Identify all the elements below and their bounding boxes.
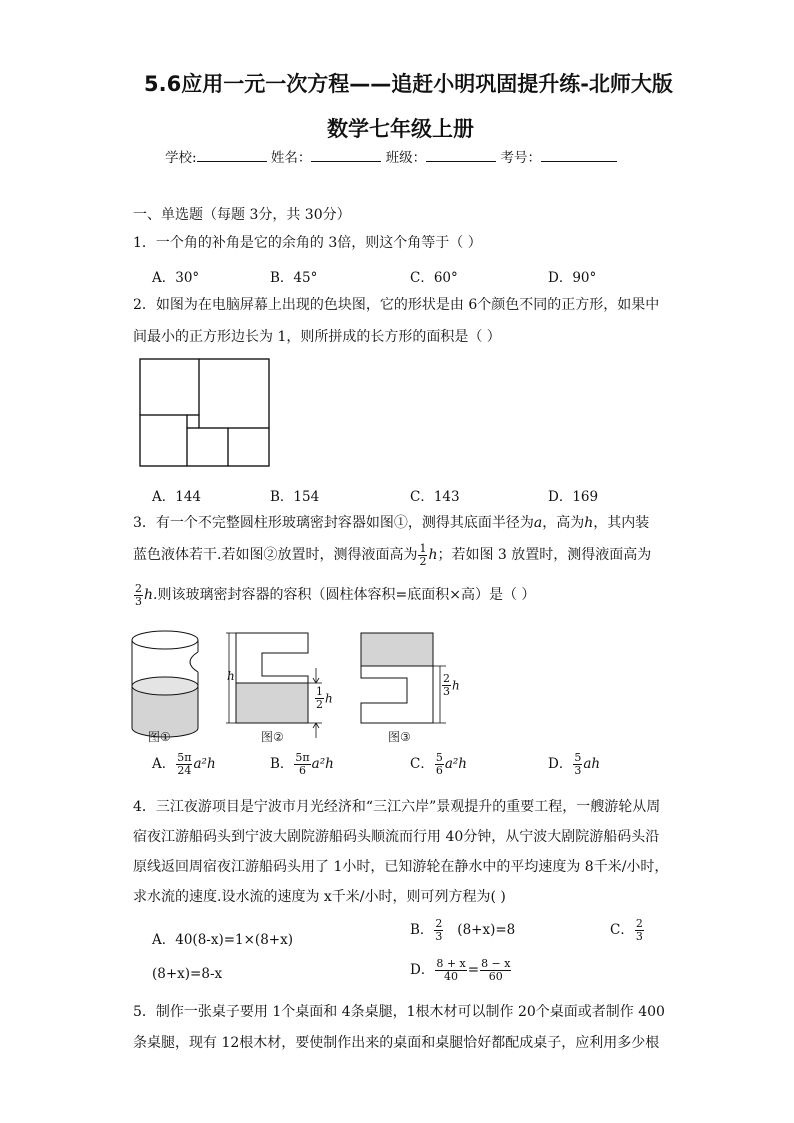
q3-figures [128,628,468,748]
q3-option-a[interactable]: A． $\frac{5\pi}{24}$ a²h [152,751,216,777]
q3-option-b[interactable]: B． $\frac{5\pi}{6}$ a²h [270,751,334,777]
square-bottom-middle [187,428,228,466]
q3-line3: $\frac{2}{3}$ h.则该玻璃密封容器的容积（圆柱体容积=底面积×高）是（ ） [135,582,536,608]
class-label: 班级： [385,150,427,166]
q1-option-d[interactable]: D．90° [548,270,597,286]
square-top-left [140,359,199,415]
figure-2-container [226,633,322,738]
q3-line2: 蓝色液体若干.若如图②放置时，测得液面高为 $\frac{1}{2}$ h；若如图 3 放置时，测得液面高为 [133,542,652,568]
q1-option-a[interactable]: A．30° [152,270,200,286]
q2-line2: 间最小的正方形边长为 1，则所拼成的长方形的面积是（ ） [133,329,501,345]
fig2-half-h-label: $\frac{1}{2}$ h [316,685,333,711]
figure-1-cylinder [132,631,198,737]
fig2-h-label: h [227,669,235,683]
var-a: a [533,515,543,531]
outer-rectangle [140,359,269,466]
q4-option-b[interactable]: B． $\frac{2}{3}$ (8+x)=8 [410,917,516,943]
student-info [165,146,617,166]
q4-option-c[interactable]: C． $\frac{2}{3}$ [610,917,643,943]
name-blank[interactable] [311,147,381,162]
var-h: h [584,515,594,531]
q2-option-d[interactable]: D．169 [548,489,599,505]
number-label: 考号： [500,150,541,166]
q4-line4: 求水流的速度.设水流的速度为 x千米/小时，则可列方程为( ) [133,889,506,905]
q1-option-b[interactable]: B．45° [270,270,318,286]
q3-option-c[interactable]: C． $\frac{5}{6}$ a²h [410,751,467,777]
q1-text: 1．一个角的补角是它的余角的 3倍，则这个角等于（ ） [133,235,482,251]
page-title-line2: 数学七年级上册 [327,117,474,141]
frac-two-thirds: $\frac{2}{3}$ [135,582,142,608]
q2-option-b[interactable]: B．154 [270,489,320,505]
q5-line1: 5．制作一张桌子要用 1个桌面和 4条桌腿，1根木材可以制作 20个桌面或者制作 400 [133,1004,665,1020]
square-top-right [199,359,269,428]
q4-option-c-continued: (8+x)=8-x [152,966,223,982]
q1-option-c[interactable]: C．60° [410,270,458,286]
q2-square-figure [138,357,272,469]
q5-line2: 条桌腿，现有 12根木材，要使制作出来的桌面和桌腿恰好都配成桌子，应利用多少根 [133,1035,660,1051]
q4-option-a[interactable]: A．40(8-x)=1×(8+x) [152,932,293,948]
q4-option-d[interactable]: D． $\frac{8 + x}{40}$ = $\frac{8 - x}{60}$ [410,957,511,983]
name-label: 姓名： [270,150,312,166]
number-blank[interactable] [541,147,617,162]
class-blank[interactable] [426,147,496,162]
square-bottom-left [140,415,187,466]
q2-line1: 2．如图为在电脑屏幕上出现的色块图，它的形状是由 6个颜色不同的正方形，如果中 [133,297,660,313]
frac-half: $\frac{1}{2}$ [419,542,427,568]
page-title-line1: 5.6应用一元一次方程——追赶小明巩固提升练-北师大版 [144,72,673,96]
square-smallest [187,415,199,428]
fig3-caption: 图③ [388,730,411,744]
figure-3-container [361,633,446,723]
q2-option-a[interactable]: A．144 [152,489,202,505]
section-heading: 一、单选题（每题 3分，共 30分） [133,207,351,223]
q4-line3: 原线返回周宿夜江游船码头用了 1小时，已知游轮在静水中的平均速度为 8千米/小时， [133,859,669,875]
school-blank[interactable] [197,147,267,162]
q3-line1: 3．有一个不完整圆柱形玻璃密封容器如图①，测得其底面半径为a，高为h，其内装 [133,515,650,531]
q4-line2: 宿夜江游船码头到宁波大剧院游船码头顺流而行用 40分钟，从宁波大剧院游船码头沿 [133,829,660,845]
q2-option-c[interactable]: C．143 [410,489,460,505]
school-label: 学校: [165,150,197,166]
square-bottom-right [228,428,269,466]
fig1-caption: 图① [148,730,171,744]
q3-option-d[interactable]: D． $\frac{5}{3}$ ah [548,751,601,777]
fig3-two-thirds-h-label: $\frac{2}{3}$ h [443,672,460,698]
fig2-caption: 图② [261,730,284,744]
q4-line1: 4．三江夜游项目是宁波市月光经济和“三江六岸”景观提升的重要工程，一艘游轮从周 [133,799,661,815]
